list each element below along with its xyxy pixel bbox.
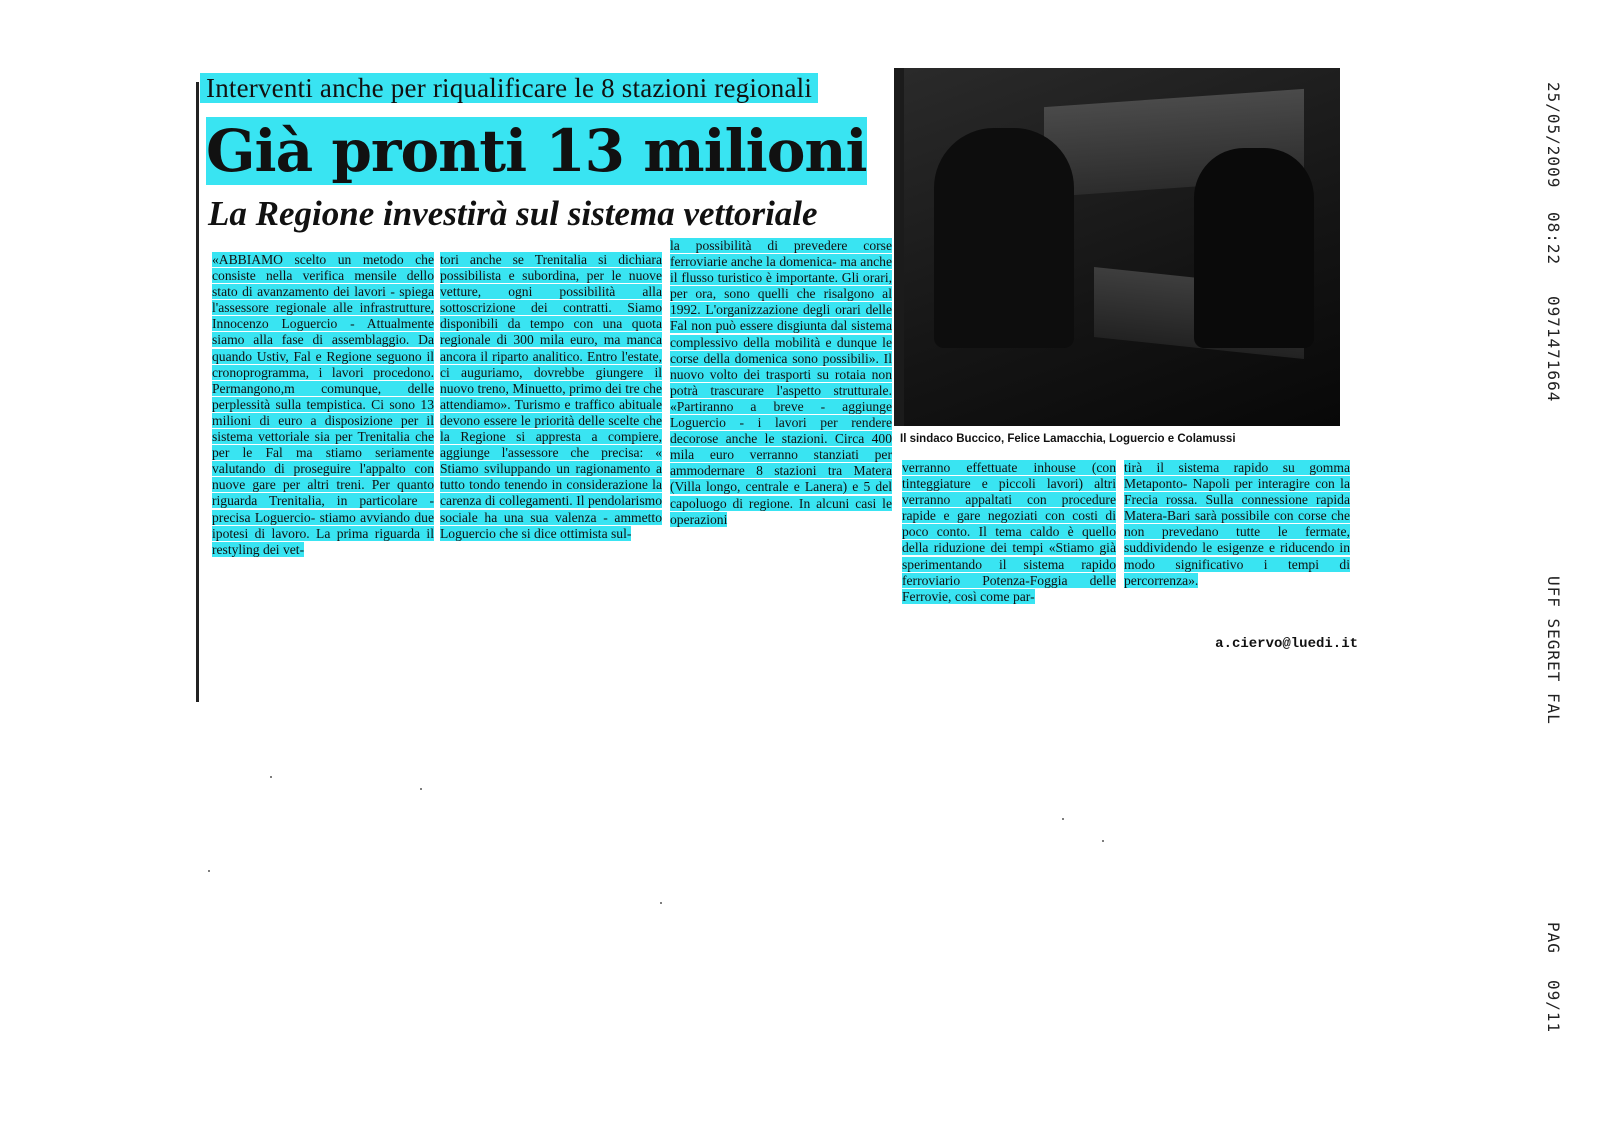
article-column-5 <box>1124 460 1350 589</box>
article-subhead: La Regione investirà sul sistema vettoriale <box>208 194 818 233</box>
photo-caption: Il sindaco Buccico, Felice Lamacchia, Loguercio e Colamussi <box>900 433 1236 445</box>
newspaper-clipping <box>196 60 1366 700</box>
photo-figure-right <box>1194 148 1314 348</box>
author-signature: a.ciervo@luedi.it <box>1215 636 1358 652</box>
photo-figure-left <box>934 128 1074 348</box>
scan-speck <box>270 776 272 778</box>
headline-text: Già pronti 13 milioni <box>206 117 867 185</box>
kicker-text: Interventi anche per riqualificare le 8 stazioni regionali <box>200 73 818 103</box>
article-column-2 <box>440 252 662 542</box>
fax-page-number: 09/11 <box>1544 980 1563 1034</box>
column-3-text: la possibilità di prevedere corse ferroviarie anche la domenica- ma anche il flusso turistico è importante. Gli orari, per ora, sono quelli che risalgono al 1992. L'organizzazione degli orari delle Fal non può essere disgiunta dal sistema complessivo della mobilità e dunque le corse della domenica sono possibili». Il nuovo volto dei trasporti su rotaia non potrà trascurare l'aspetto strutturale. «Partiranno a breve - aggiunge Loguercio - i lavori per rendere decorose anche le stazioni. Circa 400 mila euro verranno stanziati per ammodernare 8 stazioni tra Matera (Villa longo, centrale e Lanera) e 5 del capoluogo di regione. In alcuni casi le operazioni <box>670 238 892 527</box>
column-rule <box>196 82 199 702</box>
scan-speck <box>1102 840 1104 842</box>
article-column-4 <box>902 460 1116 605</box>
scan-speck <box>1062 818 1064 820</box>
fax-date: 25/05/2009 <box>1544 82 1563 189</box>
article-headline <box>206 118 906 184</box>
scan-speck <box>208 870 210 872</box>
fax-number: 0971471664 <box>1544 296 1563 403</box>
column-5-text: tirà il sistema rapido su gomma Metaponto- Napoli per interagire con la Frecia rossa. Sulla connessione rapida Matera-Bari sarà possibile con corse che non prevedano tutte le fermate, suddividendo le esigenze e riducendo in modo significativo i tempi di percorrenza». <box>1124 460 1350 588</box>
fax-office: UFF SEGRET FAL <box>1544 576 1563 725</box>
article-column-1 <box>212 252 434 558</box>
column-4-text: verranno effettuate inhouse (con tinteggiature e piccoli lavori) altri verranno appaltati con procedure rapide e gare negoziati con costi di poco conto. Il tema caldo è quello della riduzione dei tempi «Stiamo già sperimentando il sistema rapido ferroviario Potenza-Foggia delle Ferrovie, così come par- <box>902 460 1116 604</box>
article-kicker <box>200 72 890 104</box>
article-column-3 <box>670 238 892 528</box>
scan-speck <box>420 788 422 790</box>
fax-page-label: PAG <box>1544 922 1563 954</box>
press-photo-image <box>894 68 1340 426</box>
scan-speck <box>660 902 662 904</box>
fax-time: 08:22 <box>1544 212 1563 266</box>
column-1-text: «ABBIAMO scelto un metodo che consiste nella verifica mensile dello stato di avanzamento dei lavori - spiega l'assessore regionale alle infrastrutture, Innocenzo Loguercio - Attualmente siamo alla fase di assemblaggio. Da quando Ustiv, Fal e Regione seguono il cronoprogramma, i lavori procedono. Permangono,m comunque, delle perplessità sulla tempistica. Ci sono 13 milioni di euro a disposizione per il sistema vettoriale sia per Trenitalia che per le Fal ma stiamo seriamente valutando di proseguire l'appalto con nuove gare per altri treni. Per quanto riguarda Trenitalia, in particolare -precisa Loguercio- stiamo avviando due ipotesi di lavoro. La prima riguarda il restyling dei vet- <box>212 252 434 557</box>
column-2-text: tori anche se Trenitalia si dichiara possibilista e subordina, per le nuove vetture, ogni possibilità alla sottoscrizione dei contratti. Siamo disponibili da tempo con una quota regionale di 300 mila euro, ma manca ancora il riparto analitico. Entro l'estate, ci auguriamo, dovrebbe giungere il nuovo treno, Minuetto, primo dei tre che attendiamo». Turismo e traffico abituale devono essere le priorità delle scelte che la Regione si appresta a compiere, aggiunge l'assessore che precisa: « Stiamo sviluppando un ragionamento a tutto tondo tenendo in considerazione la carenza di collegamenti. Il pendolarismo sociale ha una sua valenza - ammetto Loguercio che si dice ottimista sul- <box>440 252 662 541</box>
